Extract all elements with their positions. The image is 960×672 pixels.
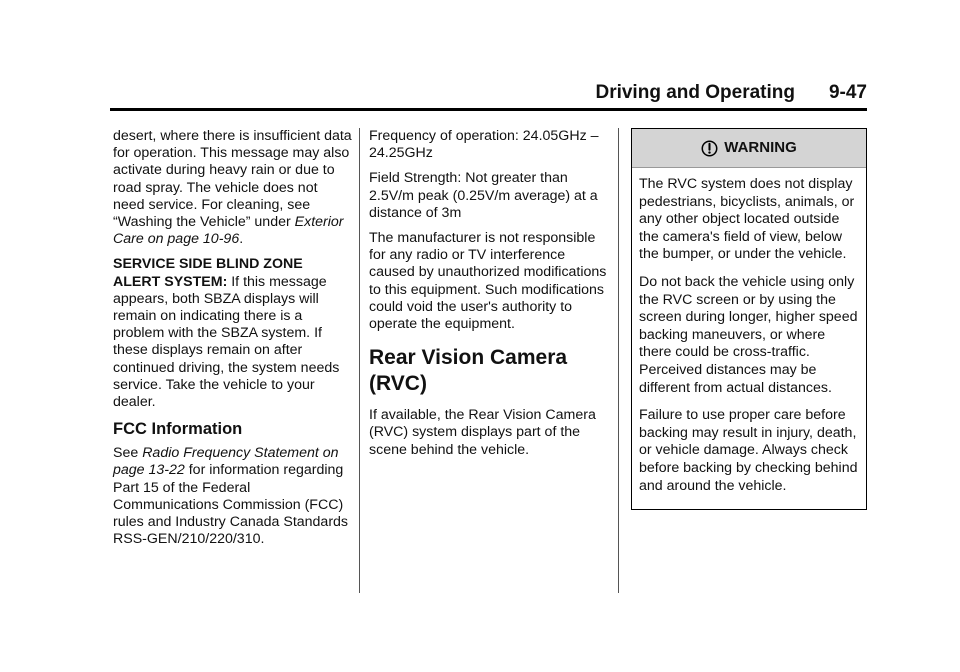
paragraph <box>113 128 353 248</box>
warning-body <box>632 168 866 509</box>
warning-header <box>632 129 866 168</box>
paragraph-text: See <box>113 445 143 462</box>
warning-paragraph: The RVC system does not display pedestrians, bicyclists, animals, or any other object located outside the camera's field of view, below the bumper, or under the vehicle. <box>639 176 855 263</box>
paragraph <box>113 445 353 548</box>
warning-box <box>631 128 867 510</box>
manufacturer-text: The manufacturer is not responsible for any radio or TV interference caused by unauthorized modifications to this equipment. Such modifications could void the user's authority to operate the equipment. <box>369 230 607 333</box>
column-middle <box>369 128 609 467</box>
warning-paragraph: Failure to use proper care before backing may result in injury, death, or vehicle damage. Always check before backing by checking behind and around the vehicle. <box>639 407 858 494</box>
cross-reference: Radio Frequency Statement on page 13-22 <box>113 445 339 479</box>
paragraph-text: for information regarding Part 15 of the Federal Communications Commission (FCC) rules and Industry Canada Standards RSS-GEN/210/220/310. <box>113 462 349 548</box>
fcc-heading: FCC Information <box>113 420 243 439</box>
cross-reference: Exterior Care on page 10-96 <box>113 214 344 248</box>
paragraph <box>113 256 353 411</box>
paragraph-text: desert, where there is insufficient data for operation. This message may also activate during heavy rain or due to road spray. The vehicle does not need service. For cleaning, see “Washing the Vehicle” under <box>113 128 352 231</box>
section-title: Driving and Operating <box>595 82 795 103</box>
column-left <box>113 128 353 556</box>
frequency-text: Frequency of operation: 24.05GHz – 24.25GHz <box>369 128 599 162</box>
field-strength-text: Field Strength: Not greater than 2.5V/m peak (0.25V/m average) at a distance of 3m <box>369 170 598 221</box>
warning-icon <box>701 140 718 157</box>
column-divider <box>618 128 619 593</box>
column-divider <box>359 128 360 593</box>
rvc-heading: Rear Vision Camera (RVC) <box>369 346 568 396</box>
warning-paragraph: Do not back the vehicle using only the RVC screen or by using the screen during longer, higher speed backing maneuvers, or where there could be cross-traffic. Perceived distances may be different from actual distances. <box>639 273 858 396</box>
message-label: SERVICE SIDE BLIND ZONE ALERT SYSTEM: <box>113 256 303 290</box>
page-header <box>110 80 867 111</box>
page-number: 9-47 <box>828 82 867 103</box>
warning-label: WARNING <box>724 139 797 157</box>
paragraph-text: If this message appears, both SBZA displays will remain on indicating there is a problem with the SBZA system. If these displays remain on after continued driving, the system needs service. Take the vehicle to your dealer. <box>113 273 340 411</box>
rvc-text: If available, the Rear Vision Camera (RVC) system displays part of the scene behind the vehicle. <box>369 407 596 458</box>
paragraph-end: . <box>239 231 244 248</box>
column-right <box>631 128 867 510</box>
